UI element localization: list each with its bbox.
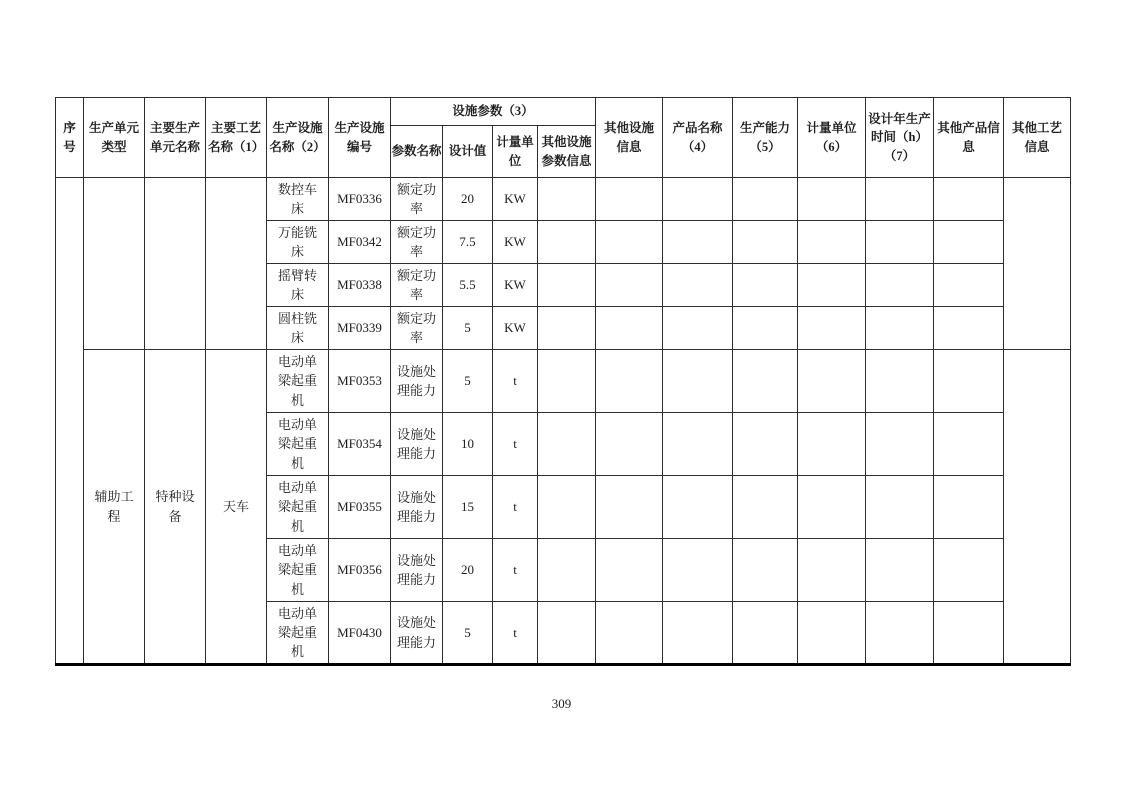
cell-other-product-info	[934, 539, 1004, 602]
cell-capacity	[733, 178, 798, 221]
cell-capacity-unit	[798, 178, 866, 221]
cell-param-name: 设施处理能力	[391, 476, 443, 539]
cell-capacity	[733, 307, 798, 350]
cell-param-name: 额定功率	[391, 264, 443, 307]
header-capacity: 生产能力（5）	[733, 98, 798, 178]
cell-other-facility-info	[596, 350, 663, 413]
cell-device-name: 数控车床	[267, 178, 329, 221]
cell-design-value: 20	[443, 539, 493, 602]
page-number: 309	[551, 696, 572, 711]
cell-other-product-info	[934, 178, 1004, 221]
cell-design-value: 20	[443, 178, 493, 221]
cell-capacity	[733, 264, 798, 307]
header-design-hours: 设计年生产时间（h）（7）	[866, 98, 934, 178]
cell-design-value: 5	[443, 350, 493, 413]
cell-param-name: 额定功率	[391, 307, 443, 350]
cell-capacity-unit	[798, 413, 866, 476]
cell-design-value: 15	[443, 476, 493, 539]
cell-product-name	[663, 264, 733, 307]
header-unit-name: 主要生产单元名称	[145, 98, 206, 178]
cell-unit-type-empty	[84, 178, 145, 350]
cell-design-hours	[866, 413, 934, 476]
cell-unit-type-group: 辅助工程	[84, 350, 145, 665]
cell-product-name	[663, 178, 733, 221]
cell-other-param-info	[538, 264, 596, 307]
header-process-name: 主要工艺名称（1）	[206, 98, 267, 178]
cell-unit-measure: KW	[493, 307, 538, 350]
cell-other-facility-info	[596, 221, 663, 264]
header-other-process-info: 其他工艺信息	[1004, 98, 1071, 178]
cell-facility-code: MF0342	[329, 221, 391, 264]
cell-process-name-empty	[206, 178, 267, 350]
cell-other-product-info	[934, 413, 1004, 476]
cell-unit-measure: t	[493, 539, 538, 602]
cell-device-name: 圆柱铣床	[267, 307, 329, 350]
header-unit-measure: 计量单位	[493, 126, 538, 178]
table-row	[56, 350, 1071, 413]
cell-facility-code: MF0356	[329, 539, 391, 602]
cell-other-facility-info	[596, 413, 663, 476]
header-facility-code: 生产设施编号	[329, 98, 391, 178]
cell-product-name	[663, 307, 733, 350]
cell-design-hours	[866, 539, 934, 602]
header-facility-name: 生产设施名称（2）	[267, 98, 329, 178]
cell-capacity-unit	[798, 602, 866, 665]
cell-facility-code: MF0430	[329, 602, 391, 665]
facility-table	[55, 97, 1071, 666]
cell-device-name: 电动单梁起重机	[267, 476, 329, 539]
cell-unit-measure: KW	[493, 264, 538, 307]
cell-other-product-info	[934, 602, 1004, 665]
cell-other-facility-info	[596, 476, 663, 539]
cell-design-hours	[866, 602, 934, 665]
cell-param-name: 设施处理能力	[391, 539, 443, 602]
cell-unit-measure: t	[493, 476, 538, 539]
cell-design-hours	[866, 178, 934, 221]
cell-design-value: 5	[443, 307, 493, 350]
cell-device-name: 摇臂转床	[267, 264, 329, 307]
cell-other-product-info	[934, 264, 1004, 307]
cell-other-product-info	[934, 476, 1004, 539]
cell-product-name	[663, 221, 733, 264]
cell-device-name: 电动单梁起重机	[267, 413, 329, 476]
cell-other-param-info	[538, 307, 596, 350]
cell-capacity	[733, 539, 798, 602]
cell-other-param-info	[538, 413, 596, 476]
header-param-name: 参数名称	[391, 126, 443, 178]
cell-design-value: 10	[443, 413, 493, 476]
cell-unit-measure: KW	[493, 178, 538, 221]
cell-process-name-group: 天车	[206, 350, 267, 665]
cell-other-param-info	[538, 350, 596, 413]
cell-design-value: 7.5	[443, 221, 493, 264]
cell-device-name: 电动单梁起重机	[267, 539, 329, 602]
cell-param-name: 额定功率	[391, 178, 443, 221]
cell-other-facility-info	[596, 602, 663, 665]
header-design-value: 设计值	[443, 126, 493, 178]
cell-param-name: 设施处理能力	[391, 602, 443, 665]
cell-design-hours	[866, 350, 934, 413]
cell-design-hours	[866, 264, 934, 307]
header-other-product-info: 其他产品信息	[934, 98, 1004, 178]
cell-param-name: 设施处理能力	[391, 413, 443, 476]
cell-product-name	[663, 602, 733, 665]
cell-capacity-unit	[798, 476, 866, 539]
cell-other-product-info	[934, 307, 1004, 350]
cell-design-hours	[866, 307, 934, 350]
cell-facility-code: MF0336	[329, 178, 391, 221]
cell-capacity-unit	[798, 221, 866, 264]
cell-other-param-info	[538, 178, 596, 221]
cell-design-value: 5	[443, 602, 493, 665]
header-seq: 序号	[56, 98, 84, 178]
cell-capacity-unit	[798, 539, 866, 602]
header-row-1	[56, 98, 1071, 126]
cell-design-hours	[866, 221, 934, 264]
cell-device-name: 万能铣床	[267, 221, 329, 264]
cell-capacity-unit	[798, 350, 866, 413]
cell-other-product-info	[934, 350, 1004, 413]
header-other-param-info: 其他设施参数信息	[538, 126, 596, 178]
cell-other-param-info	[538, 476, 596, 539]
header-facility-params: 设施参数（3）	[391, 98, 596, 126]
header-unit-type: 生产单元类型	[84, 98, 145, 178]
cell-facility-code: MF0355	[329, 476, 391, 539]
cell-product-name	[663, 413, 733, 476]
cell-capacity	[733, 350, 798, 413]
cell-capacity-unit	[798, 307, 866, 350]
cell-other-product-info	[934, 221, 1004, 264]
cell-other-facility-info	[596, 264, 663, 307]
cell-capacity	[733, 221, 798, 264]
cell-param-name: 额定功率	[391, 221, 443, 264]
cell-unit-measure: t	[493, 413, 538, 476]
cell-unit-name-group: 特种设备	[145, 350, 206, 665]
cell-other-param-info	[538, 221, 596, 264]
cell-other-param-info	[538, 602, 596, 665]
cell-product-name	[663, 539, 733, 602]
cell-unit-measure: KW	[493, 221, 538, 264]
cell-other-process-info	[1004, 350, 1071, 665]
cell-unit-measure: t	[493, 602, 538, 665]
cell-facility-code: MF0354	[329, 413, 391, 476]
cell-product-name	[663, 476, 733, 539]
cell-design-value: 5.5	[443, 264, 493, 307]
cell-other-facility-info	[596, 178, 663, 221]
cell-seq	[56, 178, 84, 665]
cell-param-name: 设施处理能力	[391, 350, 443, 413]
cell-facility-code: MF0353	[329, 350, 391, 413]
cell-unit-measure: t	[493, 350, 538, 413]
cell-unit-name-empty	[145, 178, 206, 350]
cell-device-name: 电动单梁起重机	[267, 350, 329, 413]
cell-design-hours	[866, 476, 934, 539]
cell-other-facility-info	[596, 307, 663, 350]
header-capacity-unit: 计量单位（6）	[798, 98, 866, 178]
cell-facility-code: MF0338	[329, 264, 391, 307]
cell-other-facility-info	[596, 539, 663, 602]
cell-other-param-info	[538, 539, 596, 602]
cell-capacity	[733, 476, 798, 539]
cell-device-name: 电动单梁起重机	[267, 602, 329, 665]
header-product-name: 产品名称（4）	[663, 98, 733, 178]
cell-product-name	[663, 350, 733, 413]
cell-capacity-unit	[798, 264, 866, 307]
cell-other-process-info	[1004, 178, 1071, 350]
cell-facility-code: MF0339	[329, 307, 391, 350]
cell-capacity	[733, 602, 798, 665]
table-row	[56, 178, 1071, 221]
header-other-facility-info: 其他设施信息	[596, 98, 663, 178]
cell-capacity	[733, 413, 798, 476]
